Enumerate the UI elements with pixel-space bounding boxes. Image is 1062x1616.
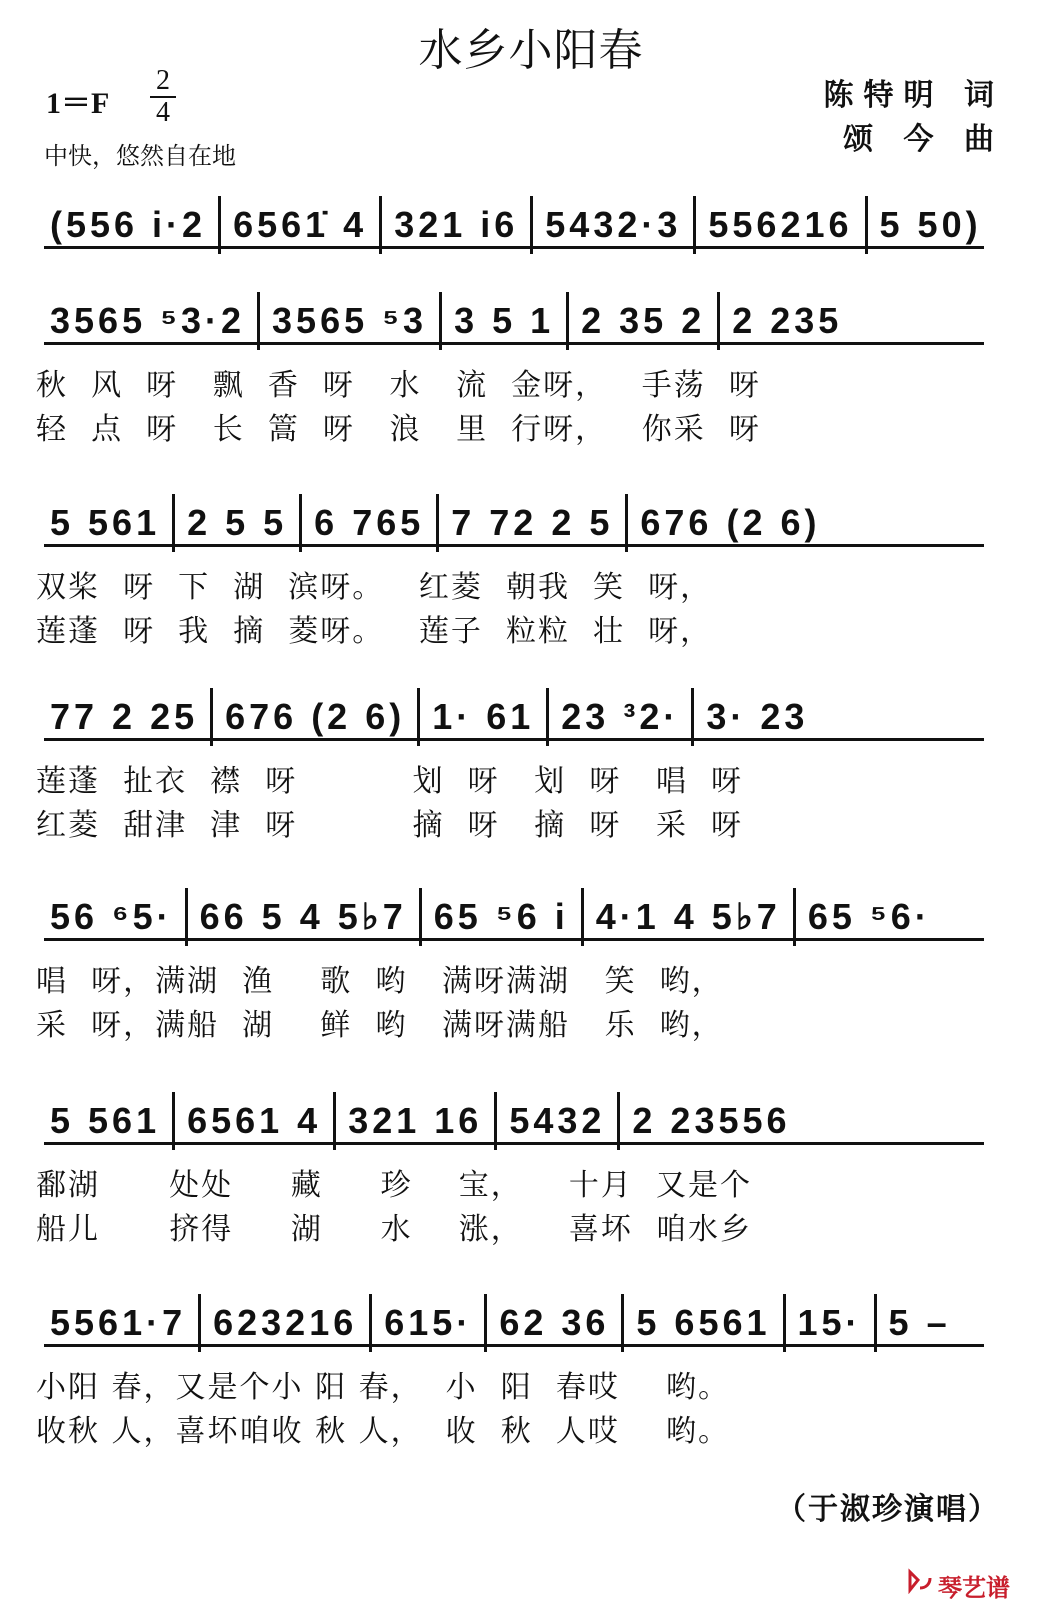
measure: (556 i·2 — [38, 196, 221, 254]
time-signature — [148, 66, 178, 128]
meter-bottom: 4 — [156, 97, 170, 128]
measure: 5 6561 — [624, 1294, 785, 1352]
lyric-verse-1: 莲蓬 扯衣 襟 呀 划 呀 划 呀 唱 呀 — [36, 764, 744, 799]
measure: 15· — [786, 1294, 877, 1352]
measure: 5 561 — [38, 494, 175, 552]
watermark-text: 琴艺谱 — [938, 1574, 1010, 1602]
measure: 6561 4 — [175, 1092, 336, 1150]
measure: 23 ³2· — [549, 688, 694, 746]
measure: 2 23556 — [632, 1100, 791, 1141]
measure: 3· 23 — [706, 696, 809, 737]
measure: 7 72 2 5 — [439, 494, 628, 552]
measure: 65 ⁵6 i — [422, 888, 584, 946]
lyricist-credit: 陈特明 词 — [823, 78, 1004, 113]
measure: 3565 ⁵3·2 — [38, 292, 260, 350]
measure: 615· — [372, 1294, 487, 1352]
measure: 5432 — [497, 1092, 620, 1150]
beam-line — [44, 544, 984, 547]
composer-credit: 颂 今 曲 — [843, 122, 1004, 157]
beam-line — [44, 246, 984, 249]
measure: 77 2 25 — [38, 688, 213, 746]
lyric-verse-2: 收秋 人，喜坏咱收 秋 人， 收 秋 人哎 哟。 — [36, 1414, 730, 1449]
measure: 556216 — [696, 196, 867, 254]
measure: 321 i6 — [382, 196, 533, 254]
measure: 321 16 — [336, 1092, 497, 1150]
lyric-verse-1: 鄱湖 处处 藏 珍 宝， 十月 又是个 — [36, 1168, 752, 1203]
measure: 6561̇ 4 — [221, 196, 382, 254]
lyric-verse-2: 红菱 甜津 津 呀 摘 呀 摘 呀 采 呀 — [36, 808, 744, 843]
lyric-verse-2: 船儿 挤得 湖 水 涨， 喜坏 咱水乡 — [36, 1212, 752, 1247]
measure: 62 36 — [487, 1294, 624, 1352]
lyric-verse-1: 唱 呀，满湖 渔 歌 哟 满呀满湖 笑 哟， — [36, 964, 724, 999]
tempo-marking: 中快，悠然自在地 — [44, 142, 236, 170]
lyric-verse-2: 轻 点 呀 长 篙 呀 浪 里 行呀， 你采 呀 — [36, 412, 761, 447]
measure: 66 5 4 5♭7 — [188, 888, 422, 946]
measure: 1· 61 — [420, 688, 549, 746]
beam-line — [44, 1142, 984, 1145]
measure: 2 235 — [732, 300, 843, 341]
measure: 6 765 — [302, 494, 439, 552]
measure: 3565 ⁵3 — [260, 292, 442, 350]
meter-top: 2 — [156, 65, 170, 96]
lyric-verse-2: 莲蓬 呀 我 摘 菱呀。 莲子 粒粒 壮 呀， — [36, 614, 713, 649]
beam-line — [44, 938, 984, 941]
key-signature: 1＝F — [46, 87, 110, 120]
measure: 5 561 — [38, 1092, 175, 1150]
measure: 676 (2 6) — [213, 688, 420, 746]
measure: 5561·7 — [38, 1294, 201, 1352]
lyric-verse-2: 采 呀，满船 湖 鲜 哟 满呀满船 乐 哟， — [36, 1008, 724, 1043]
measure: 623216 — [201, 1294, 372, 1352]
beam-line — [44, 1344, 984, 1347]
measure: 5432·3 — [533, 196, 696, 254]
beam-line — [44, 738, 984, 741]
measure: 56 ⁶5· — [38, 888, 188, 946]
measure: 65 ⁵6· — [807, 896, 931, 937]
performer-credit: （于淑珍演唱） — [776, 1492, 1000, 1527]
beam-line — [44, 342, 984, 345]
song-title: 水乡小阳春 — [418, 25, 644, 76]
measure: 5 50) — [879, 204, 982, 245]
lyric-verse-1: 小阳 春，又是个小 阳 春， 小 阳 春哎 哟。 — [36, 1370, 730, 1405]
measure: 2 35 2 — [569, 292, 720, 350]
lyric-verse-1: 秋 风 呀 飘 香 呀 水 流 金呀， 手荡 呀 — [36, 368, 761, 403]
measure: 2 5 5 — [175, 494, 302, 552]
measure: 676 (2 6) — [640, 502, 821, 543]
watermark-logo-icon — [906, 1566, 934, 1594]
measure: 3 5 1 — [442, 292, 569, 350]
lyric-verse-1: 双桨 呀 下 湖 滨呀。 红菱 朝我 笑 呀， — [36, 570, 713, 605]
measure: 4·1 4 5♭7 — [584, 888, 796, 946]
measure: 5 – — [888, 1302, 951, 1343]
